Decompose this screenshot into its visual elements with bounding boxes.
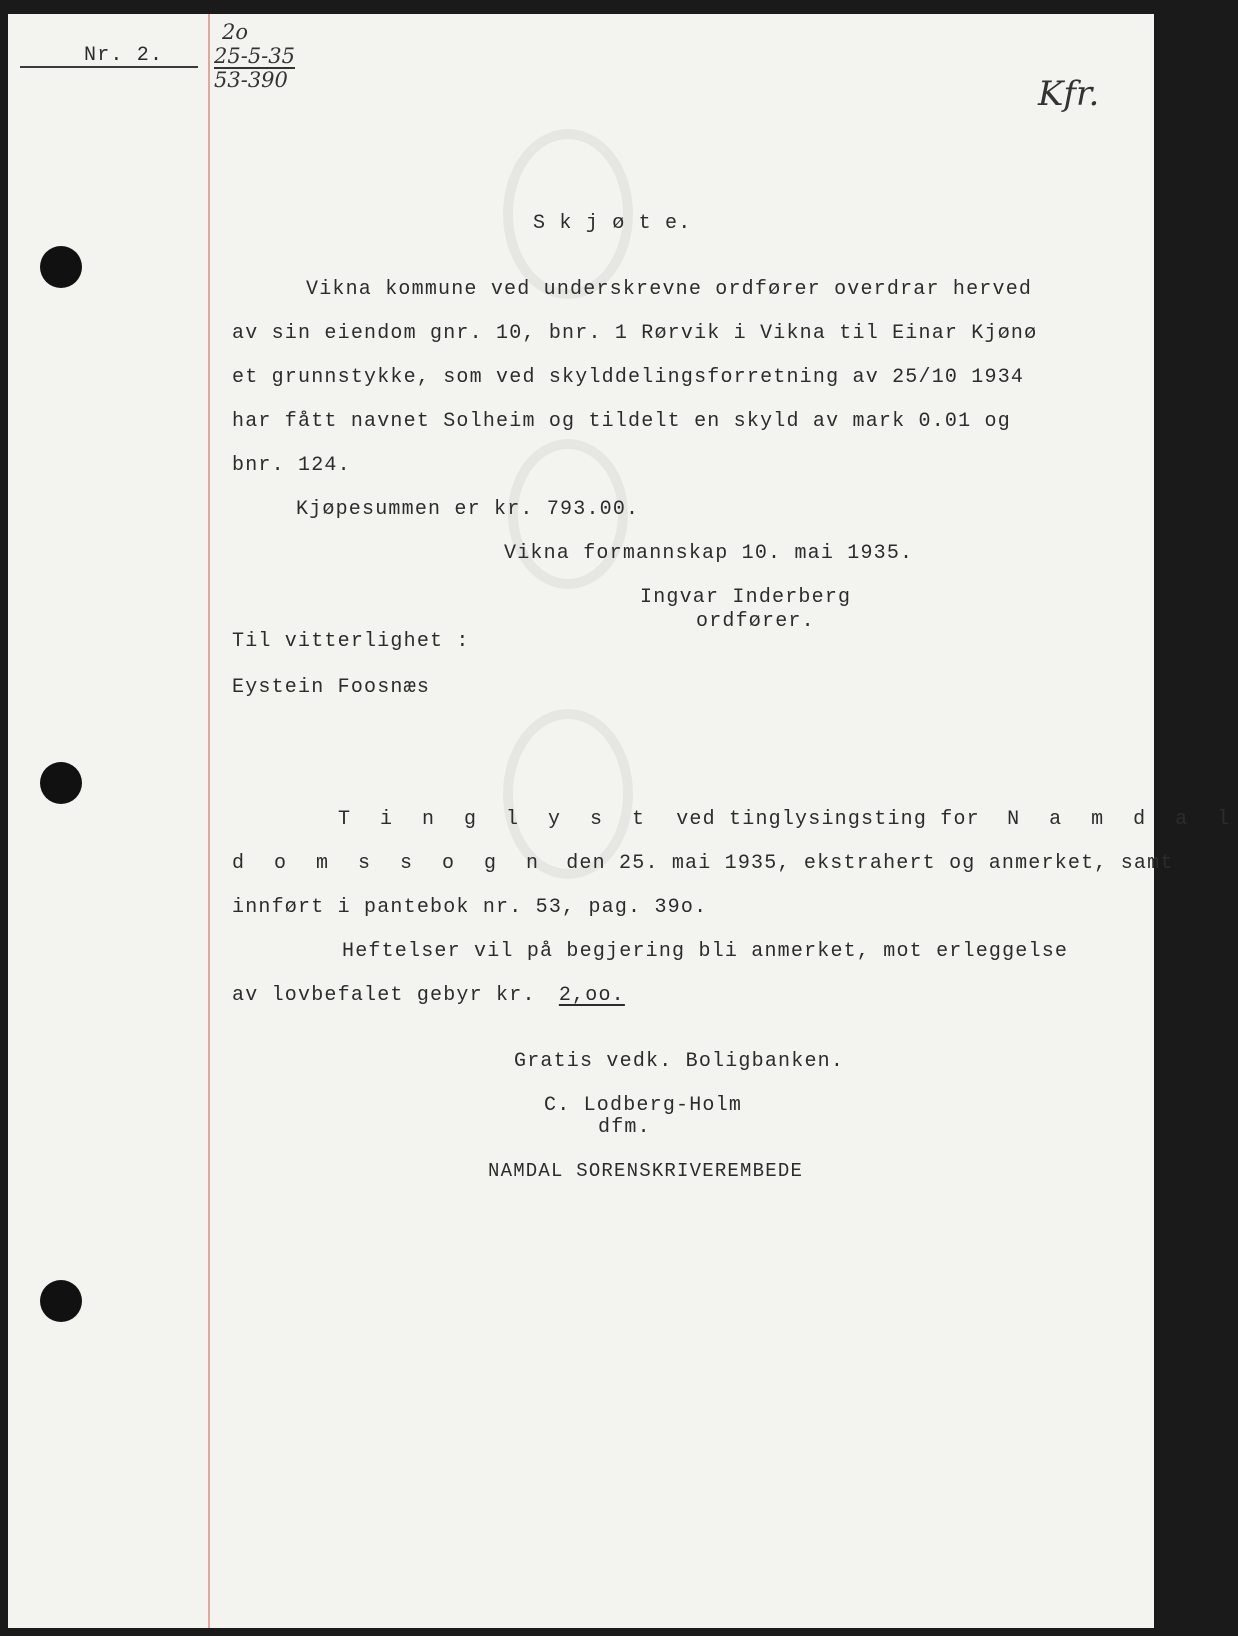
document-title: S k j ø t e. (533, 212, 692, 235)
document-number: Nr. 2. (84, 44, 164, 67)
district-name: N a m d a l (1007, 808, 1238, 831)
punch-hole (40, 762, 82, 804)
purchase-price: Kjøpesummen er kr. 793.00. (296, 498, 640, 521)
fee-label: av lovbefalet gebyr kr. (232, 984, 536, 1007)
handwritten-annotation: 2o (222, 20, 249, 44)
punch-hole (40, 1280, 82, 1322)
book-reference: 53-390 (214, 68, 288, 92)
official-title: dfm. (598, 1116, 651, 1139)
witness-name: Eystein Foosnæs (232, 676, 431, 699)
paragraph-line: bnr. 124. (232, 454, 351, 477)
place-date: Vikna formannskap 10. mai 1935. (504, 542, 914, 565)
margin-line (208, 14, 210, 1628)
witness-label: Til vitterlighet : (232, 630, 470, 653)
document-page (8, 14, 1238, 1628)
registration-line: innført i pantebok nr. 53, pag. 39o. (232, 896, 708, 919)
fee-amount: 2,oo. (558, 984, 625, 1007)
punch-hole (40, 246, 82, 288)
handwritten-initials: Kfr. (1038, 74, 1100, 114)
paragraph-line: Vikna kommune ved underskrevne ordfører overdrar herved (306, 278, 1033, 301)
registration-line (232, 984, 625, 1007)
signer-name: Ingvar Inderberg (640, 586, 852, 609)
office-stamp: NAMDAL SORENSKRIVEREMBEDE (488, 1160, 804, 1182)
official-name: C. Lodberg-Holm (544, 1094, 743, 1117)
registered-word: T i n g l y s t (338, 808, 654, 831)
jurisdiction-word: d o m s s o g n (232, 852, 548, 875)
registration-text: ved tinglysingsting for (676, 808, 980, 831)
date-reference: 25-5-35 (214, 44, 295, 68)
signer-title: ordfører. (696, 610, 815, 633)
registration-line (232, 852, 1174, 875)
registration-line: Heftelser vil på begjering bli anmerket, mot erleggelse (342, 940, 1069, 963)
registration-line (338, 808, 1238, 831)
registration-text: den 25. mai 1935, ekstrahert og anmerket, samt (566, 852, 1174, 875)
paragraph-line: av sin eiendom gnr. 10, bnr. 1 Rørvik i Vikna til Einar Kjønø (232, 322, 1038, 345)
paragraph-line: har fått navnet Solheim og tildelt en skyld av mark 0.01 og (232, 410, 1011, 433)
paragraph-line: et grunnstykke, som ved skylddelingsforretning av 25/10 1934 (232, 366, 1025, 389)
gratis-note: Gratis vedk. Boligbanken. (514, 1050, 845, 1073)
